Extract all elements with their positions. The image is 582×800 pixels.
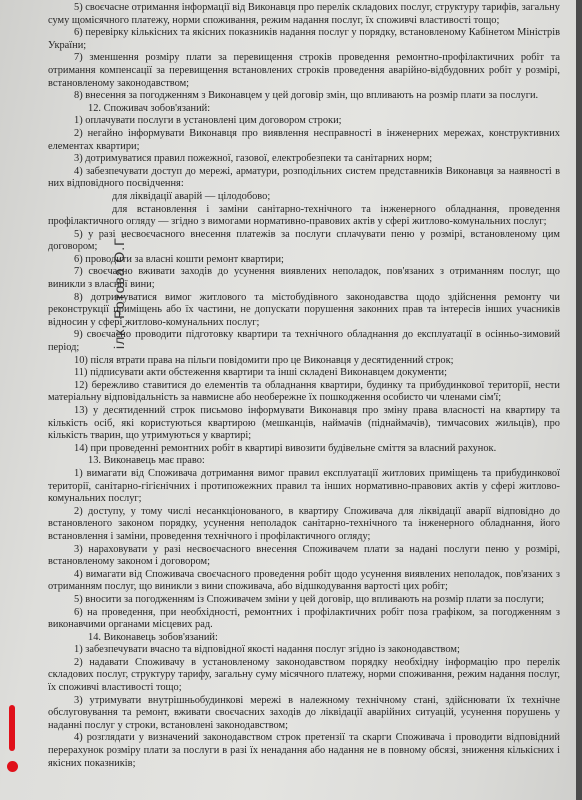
paragraph: 4) вимагати від Споживача своєчасного проведення робіт щодо усунення виявлених неполадок, пов'язаних з отриманням послуг, що виникли з вини споживача, або відшкодування вартості цих робіт;	[48, 568, 560, 593]
margin-note: ілк, Ротова О.Г.	[111, 234, 127, 349]
paragraph: 5) вносити за погодженням із Споживачем зміни у цей договір, що впливають на розмір плати за послуги;	[74, 593, 544, 605]
page-edge	[576, 0, 582, 800]
paragraph: 14) при проведенні ремонтних робіт в квартирі вивозити будівельне сміття за власний рахунок.	[74, 442, 497, 454]
paragraph: 3) нараховувати у разі несвоєчасного внесення Споживачем плати за надані послуги пеню у розмірі, встановленому законом і договором;	[48, 543, 560, 568]
paragraph: 13) у десятиденний строк письмово інформувати Виконавця про зміну права власності на квартиру та кількість осіб, які користуються квартирою (мешканців, наймачів (піднаймачів), тимчасових жильців), про кількість тварин, що утримуються у квартирі;	[48, 405, 560, 442]
paragraph: 7) своєчасно вживати заходів до усунення виявлених неполадок, пов'язаних з отриманням послуг, що виникли з власної вини;	[48, 266, 560, 291]
paragraph: 2) надавати Споживачу в установленому законодавством порядку необхідну інформацію про перелік складових послуг, структуру тарифу, загальну суму місячного платежу, норми споживання, режим надання послуг, їх споживчі властивості тощо;	[48, 656, 560, 694]
paragraph: 8) дотримуватися вимог житлового та містобудівного законодавства щодо здійснення ремонту чи реконструкції приміщень або їх частини, не допускати порушення законних прав та інтересів інших учасників відносин у сфері житлово-комунальних послуг;	[48, 291, 560, 328]
paragraph: 2) доступу, у тому числі несанкціонованого, в квартиру Споживача для ліквідації аварії відповідно до встановленого законом порядку, усунення неполадок санітарно-технічного та інженерного обладнання, його встановлення і заміни, проведення технічного і профілактичного огляду;	[48, 505, 560, 542]
paragraph: 7) зменшення розміру плати за перевищення строків проведення ремонтно-профілактичних робіт та отримання компенсації за перевищення встановлених строків проведення аварійно-відбудовних робіт у розмірі, встановленому законодавством;	[48, 52, 560, 89]
paragraph: 6) проводити за власні кошти ремонт квартири;	[74, 253, 284, 265]
paragraph: для встановлення і заміни санітарно-технічного та інженерного обладнання, проведення профілактичного огляду — згідно з вимогами нормативно-правових актів у сфері житлово-комунальних послуг;	[48, 203, 560, 228]
paragraph: 4) забезпечувати доступ до мережі, арматури, розподільних систем представників Виконавця за наявності в них відповідного посвідчення:	[48, 165, 560, 190]
paragraph: 2) негайно інформувати Виконавця про виявлення несправності в інженерних мережах, конструктивних елементах квартири;	[48, 127, 560, 152]
paragraph: для ліквідації аварій — цілодобово;	[112, 190, 271, 202]
paragraph: 12) бережливо ставитися до елементів та обладнання квартири, будинку та прибудинкової території, нести матеріальну відповідальність за навмисне або необережне їх пошкодження особисто чи членами сім'ї;	[48, 379, 560, 404]
exclamation-dot	[7, 761, 18, 772]
paragraph: 1) вимагати від Споживача дотримання вимог правил експлуатації житлових приміщень та прибудинкової території, санітарно-гігієнічних і протипожежних правил та інших нормативно-правових актів у сфері житлово-комунальних послуг;	[48, 467, 560, 505]
section-heading: 14. Виконавець зобов'язаний:	[88, 631, 218, 643]
paragraph: 5) у разі несвоєчасного внесення платежів за послуги сплачувати пеню у розмірі, встановленому цим договором;	[48, 228, 560, 253]
section-heading: 12. Споживач зобов'язаний:	[88, 102, 211, 114]
exclamation-mark-icon	[6, 705, 20, 777]
paragraph: 6) на проведення, при необхідності, ремонтних і профілактичних робіт поза графіком, за погодженням з виконавчими органами місцевих рад.	[48, 606, 560, 631]
exclamation-bar	[9, 705, 15, 751]
paragraph: 8) внесення за погодженням з Виконавцем у цей договір змін, що впливають на розмір плати за послуги.	[74, 90, 539, 102]
paragraph: 1) забезпечувати вчасно та відповідної якості надання послуг згідно із законодавством;	[74, 644, 460, 656]
paragraph: 9) своєчасно проводити підготовку квартири та технічного обладнання до експлуатації в осінньо-зимовий період;	[48, 329, 560, 354]
paragraph: 1) оплачувати послуги в установлені цим договором строки;	[74, 115, 342, 127]
paragraph: 5) своєчасне отримання інформації від Виконавця про перелік складових послуг, структуру тарифів, загальну суму щомісячного платежу, норми споживання, режим надання послуг, їх споживчі властивості тощо;	[48, 2, 560, 26]
paragraph: 11) підписувати акти обстеження квартири та інші складені Виконавцем документи;	[74, 367, 447, 379]
paragraph: 3) утримувати внутрішньобудинкові мережі в належному технічному стані, здійснювати їх технічне обслуговування та ремонт, вживати своєчасних заходів до ліквідації аварійних ситуацій, усунення порушень у наданні послуг у строки, встановлені законодавством;	[48, 694, 560, 731]
paragraph: 4) розглядати у визначений законодавством строк претензії та скарги Споживача і проводити відповідний перерахунок розміру плати за послуги в разі їх ненадання або надання не в повному обсязі, зниження кількісних і якісних показників;	[48, 732, 560, 769]
paragraph: 6) перевірку кількісних та якісних показників надання послуг у порядку, встановленому Кабінетом Міністрів України;	[48, 27, 560, 51]
paragraph: 10) після втрати права на пільги повідомити про це Виконавця у десятиденний строк;	[74, 354, 454, 366]
paragraph: 3) дотримуватися правил пожежної, газової, електробезпеки та санітарних норм;	[74, 153, 433, 165]
section-heading: 13. Виконавець має право:	[88, 455, 205, 467]
contract-text	[48, 2, 560, 770]
